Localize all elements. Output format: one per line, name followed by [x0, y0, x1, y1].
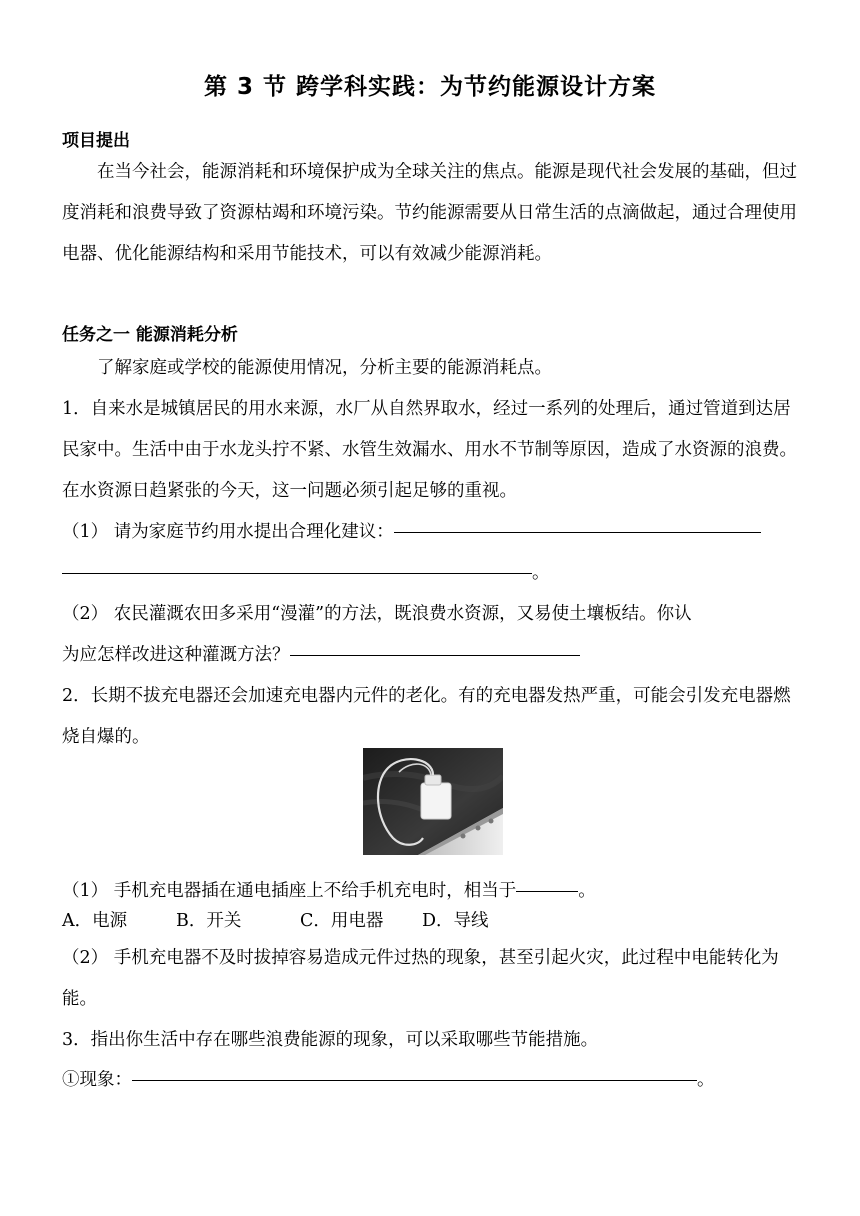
question-2-options [62, 901, 812, 942]
phenomenon-label: ①现象： [62, 1070, 132, 1090]
answer-blank[interactable] [62, 572, 532, 574]
question-1-sub2-text: （2） 农民灌溉农田多采用“漫灌”的方法，既浪费水资源，又易使土壤板结。你认 [62, 604, 692, 624]
page-title: 第 3 节 跨学科实践：为节约能源设计方案 [203, 74, 657, 100]
question-1-sub2-cont [62, 635, 812, 676]
period: 。 [697, 1070, 715, 1090]
period: 。 [578, 881, 596, 901]
answer-blank[interactable] [394, 531, 761, 533]
project-paragraph: 在当今社会，能源消耗和环境保护成为全球关注的焦点。能源是现代社会发展的基础，但过度消耗和浪费导致了资源枯竭和环境污染。节约能源需要从日常生活的点滴做起，通过合理使用电器、优化能源结构和采用节能技术，可以有效减少能源消耗。 [62, 162, 797, 264]
answer-blank[interactable] [290, 654, 580, 656]
question-3-phenomenon [62, 1060, 812, 1101]
question-3-text: 3．指出你生活中存在哪些浪费能源的现象，可以采取哪些节能措施。 [62, 1030, 599, 1050]
charger-photo [363, 748, 503, 855]
question-1-sub2 [62, 594, 812, 635]
question-1-sub1-prompt: （1） 请为家庭节约用水提出合理化建议： [62, 522, 394, 542]
question-1-text: 1．自来水是城镇居民的用水来源，水厂从自然界取水，经过一系列的处理后，通过管道到达居民家中。生活中由于水龙头拧不紧、水管生效漏水、用水不节制等原因，造成了水资源的浪费。在水资源日趋紧张的今天，这一问题必须引起足够的重视。 [62, 399, 797, 501]
question-1-sub1-cont [62, 553, 812, 594]
question-2-text: 2．长期不拔充电器还会加速充电器内元件的老化。有的充电器发热严重，可能会引发充电器燃烧自爆的。 [62, 686, 791, 747]
question-1-sub2-prompt: 为应怎样改进这种灌溉方法？ [62, 645, 290, 665]
answer-blank[interactable] [132, 1079, 697, 1081]
task-heading: 任务之一 能源消耗分析 [62, 325, 238, 345]
option-a[interactable]: A．电源 [62, 911, 128, 931]
question-2-sub2: （2） 手机充电器不及时拔掉容易造成元件过热的现象，甚至引起火灾，此过程中电能转化为能。 [62, 948, 779, 1009]
question-2-sub1-prompt: （1） 手机充电器插在通电插座上不给手机充电时，相当于 [62, 881, 517, 901]
option-d[interactable]: D．导线 [422, 911, 489, 931]
question-1-sub1 [62, 512, 812, 553]
task-intro: 了解家庭或学校的能源使用情况，分析主要的能源消耗点。 [97, 358, 552, 378]
option-c[interactable]: C．用电器 [300, 911, 384, 931]
answer-blank[interactable] [516, 890, 578, 892]
section-heading-project: 项目提出 [62, 131, 130, 151]
option-b[interactable]: B．开关 [176, 911, 242, 931]
period: 。 [532, 563, 550, 583]
